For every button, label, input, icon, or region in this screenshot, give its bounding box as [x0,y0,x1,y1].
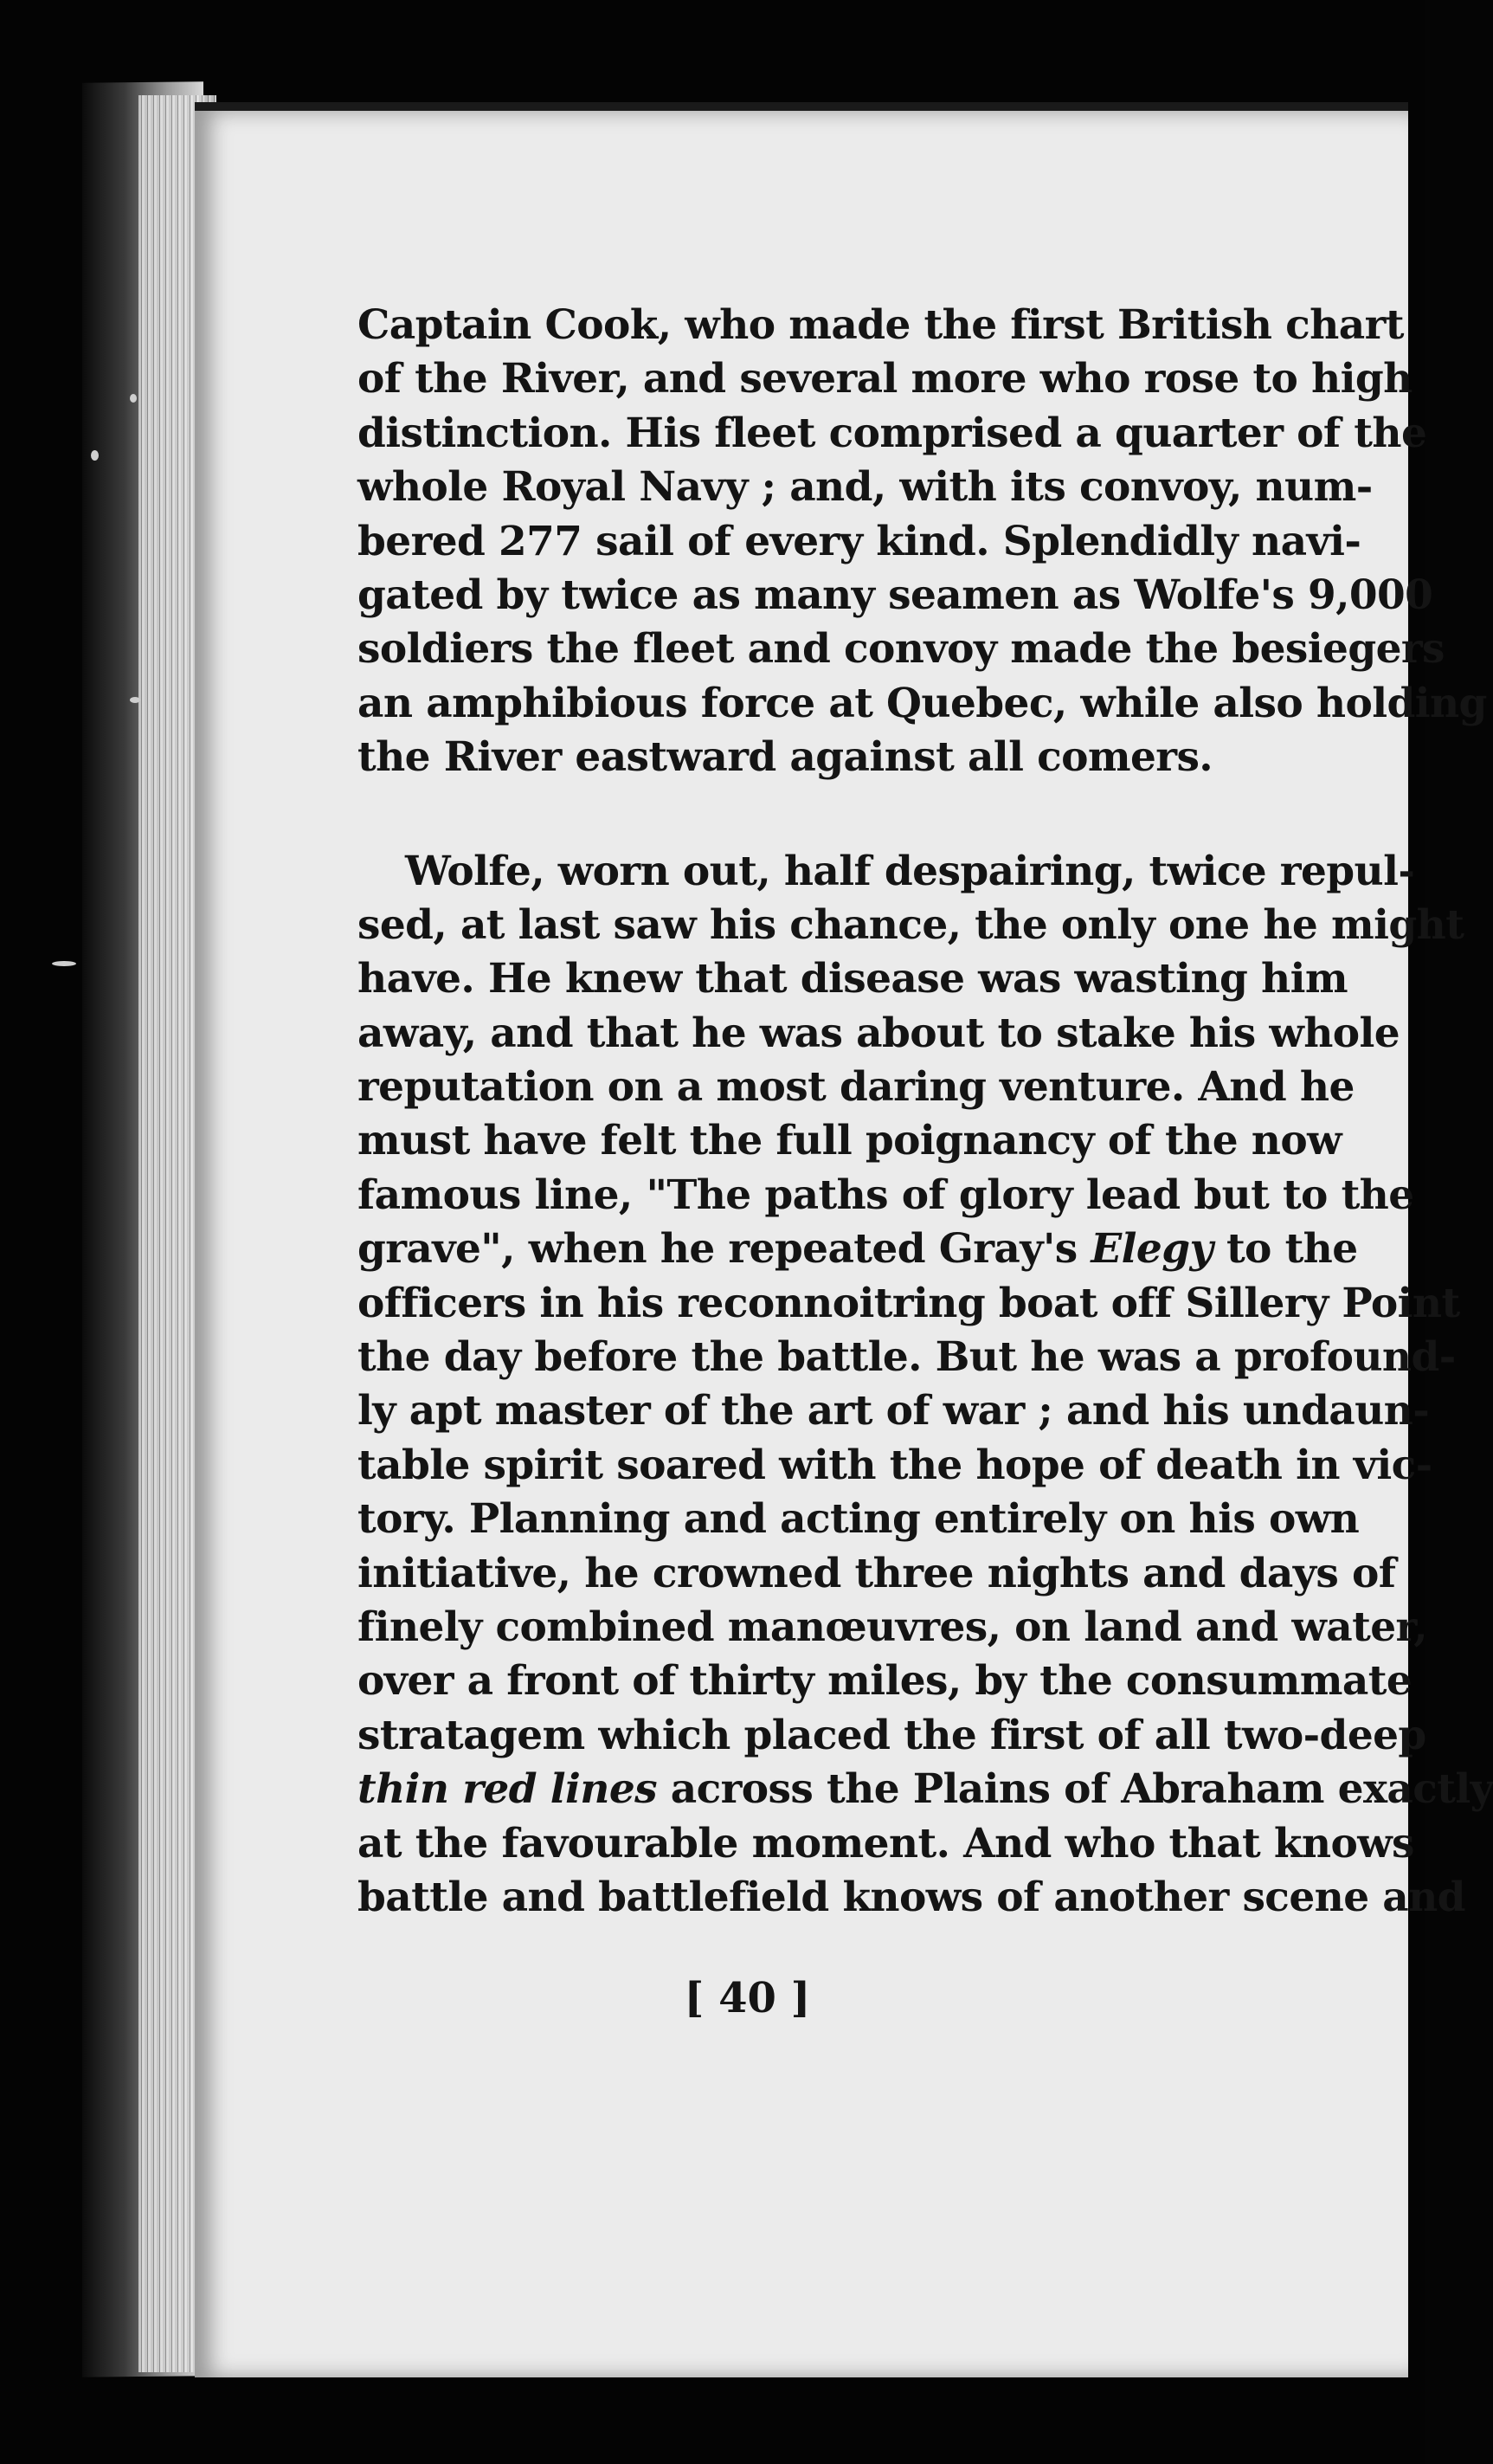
text-line: of the River, and several more who rose to high [357,355,1413,403]
text-line: thin red lines across the Plains of Abraham exactly [357,1765,1493,1814]
paragraph-gap [357,785,1321,845]
text-line: stratagem which placed the first of all two-deep [357,1711,1426,1759]
text-line: have. He knew that disease was wasting him [357,955,1348,1003]
text-line: sed, at last saw his chance, the only one he might [357,900,1464,949]
text-line: bered 277 sail of every kind. Splendidly navi- [357,517,1361,565]
text-line: the day before the battle. But he was a profound- [357,1333,1456,1382]
body-text [357,299,1493,1925]
text-line: whole Royal Navy ; and, with its convoy, num- [357,463,1373,512]
text-line: grave", when he repeated Gray's Elegy to the [357,1225,1358,1274]
paragraph [357,845,1493,1925]
text-line: famous line, "The paths of glory lead but to the [357,1171,1414,1219]
text-line: over a front of thirty miles, by the consummate [357,1657,1413,1706]
text-line: table spirit soared with the hope of death in vic- [357,1441,1432,1489]
text-line: distinction. His fleet comprised a quarter of the [357,409,1427,457]
text-line: initiative, he crowned three nights and days of [357,1549,1396,1597]
scan-speck [130,697,140,703]
text-line: reputation on a most daring venture. And he [357,1063,1355,1112]
text-line: ly apt master of the art of war ; and his undaun- [357,1387,1430,1435]
text-line: must have felt the full poignancy of the now [357,1117,1342,1165]
text-line: soldiers the fleet and convoy made the besiegers [357,625,1445,674]
text-line: battle and battlefield knows of another scene and [357,1873,1465,1921]
scan-speck [130,394,137,403]
text-line: officers in his reconnoitring boat off Sillery Point [357,1279,1460,1327]
scan-speck [91,450,99,461]
text-line: an amphibious force at Quebec, while also holding [357,679,1487,727]
text-line: Wolfe, worn out, half despairing, twice repul- [405,847,1415,895]
scan-speck [52,961,76,966]
text-line: tory. Planning and acting entirely on his own [357,1495,1360,1544]
text-line: finely combined manœuvres, on land and water, [357,1603,1428,1651]
text-line: away, and that he was about to stake his whole [357,1009,1400,1057]
page-number: [ 40 ] [684,1974,811,2022]
text-line: the River eastward against all comers. [357,733,1213,782]
paragraph [357,299,1487,785]
text-line: gated by twice as many seamen as Wolfe's 9,000 [357,571,1433,619]
text-line: Captain Cook, who made the first British chart [357,301,1404,349]
text-line: at the favourable moment. And who that knows [357,1819,1414,1867]
